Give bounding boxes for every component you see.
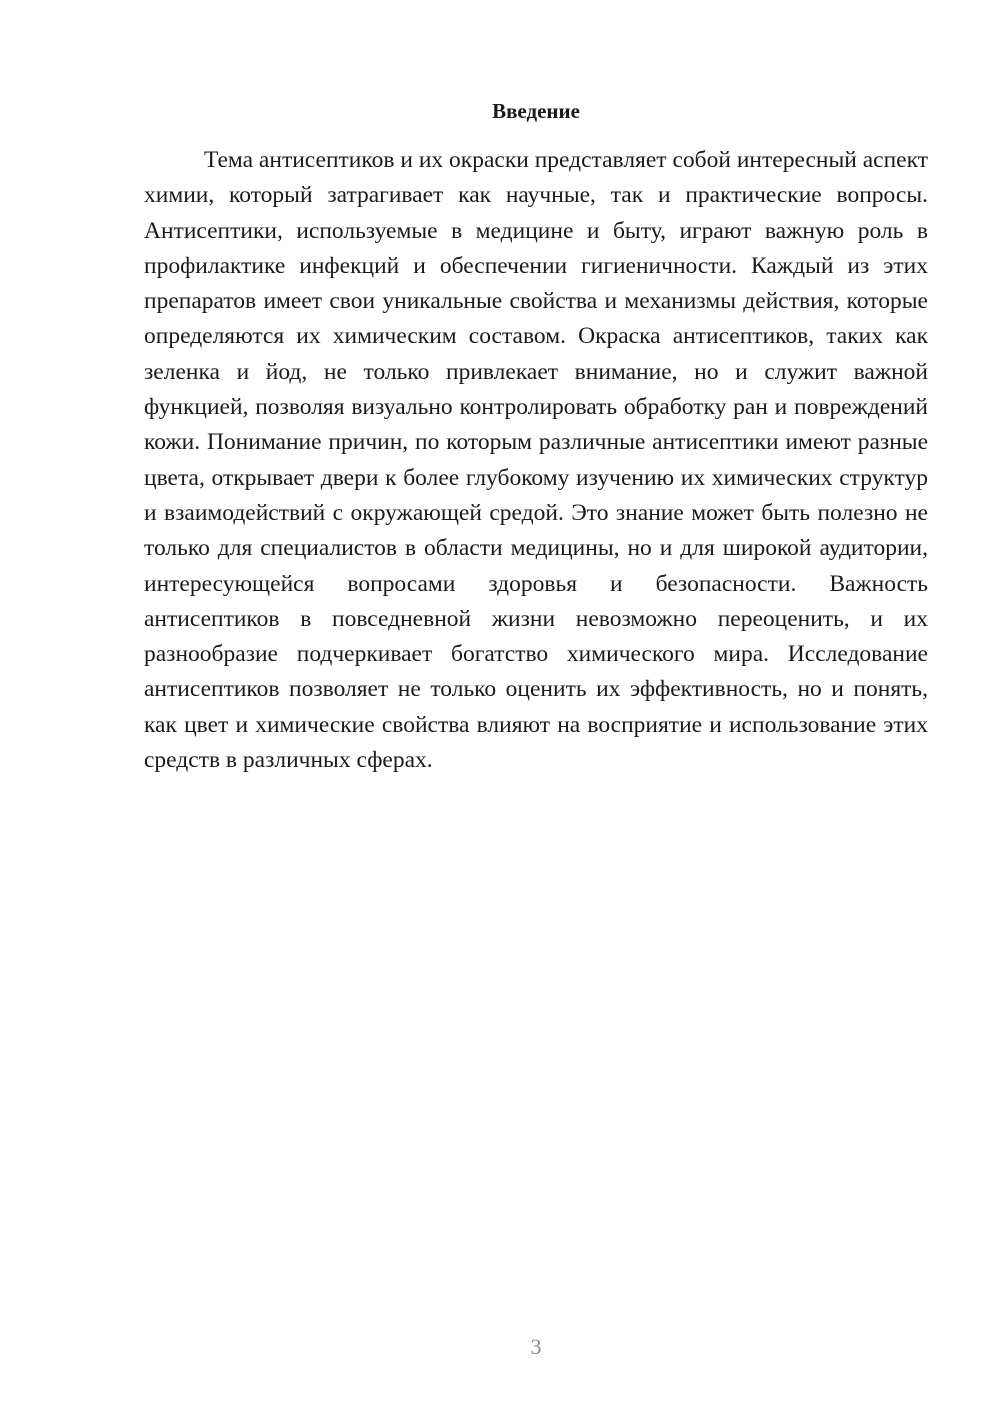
section-heading: Введение (492, 99, 580, 123)
body-paragraph: Тема антисептиков и их окраски представляет собой интересный аспект химии, который затрагивает как научные, так и практические вопросы. Антисептики, используемые в медицине и быту, играют важную роль в профилактике инфекций и обеспечении гигиеничности. Каждый из этих препаратов имеет свои уникальные свойства и механизмы действия, которые определяются их химическим составом. Окраска антисептиков, таких как зеленка и йод, не только привлекает внимание, но и служит важной функцией, позволяя визуально контролировать обработку ран и повреждений кожи. Понимание причин, по которым различные антисептики имеют разные цвета, открывает двери к более глубокому изучению их химических структур и взаимодействий с окружающей средой. Это знание может быть полезно не только для специалистов в области медицины, но и для широкой аудитории, интересующейся вопросами здоровья и безопасности. Важность антисептиков в повседневной жизни невозможно переоценить, и их разнообразие подчеркивает богатство химического мира. Исследование антисептиков позволяет не только оценить их эффективность, но и понять, как цвет и химические свойства влияют на восприятие и использование этих средств в различных сферах. (144, 147, 928, 774)
page-number: 3 (530, 1334, 542, 1359)
